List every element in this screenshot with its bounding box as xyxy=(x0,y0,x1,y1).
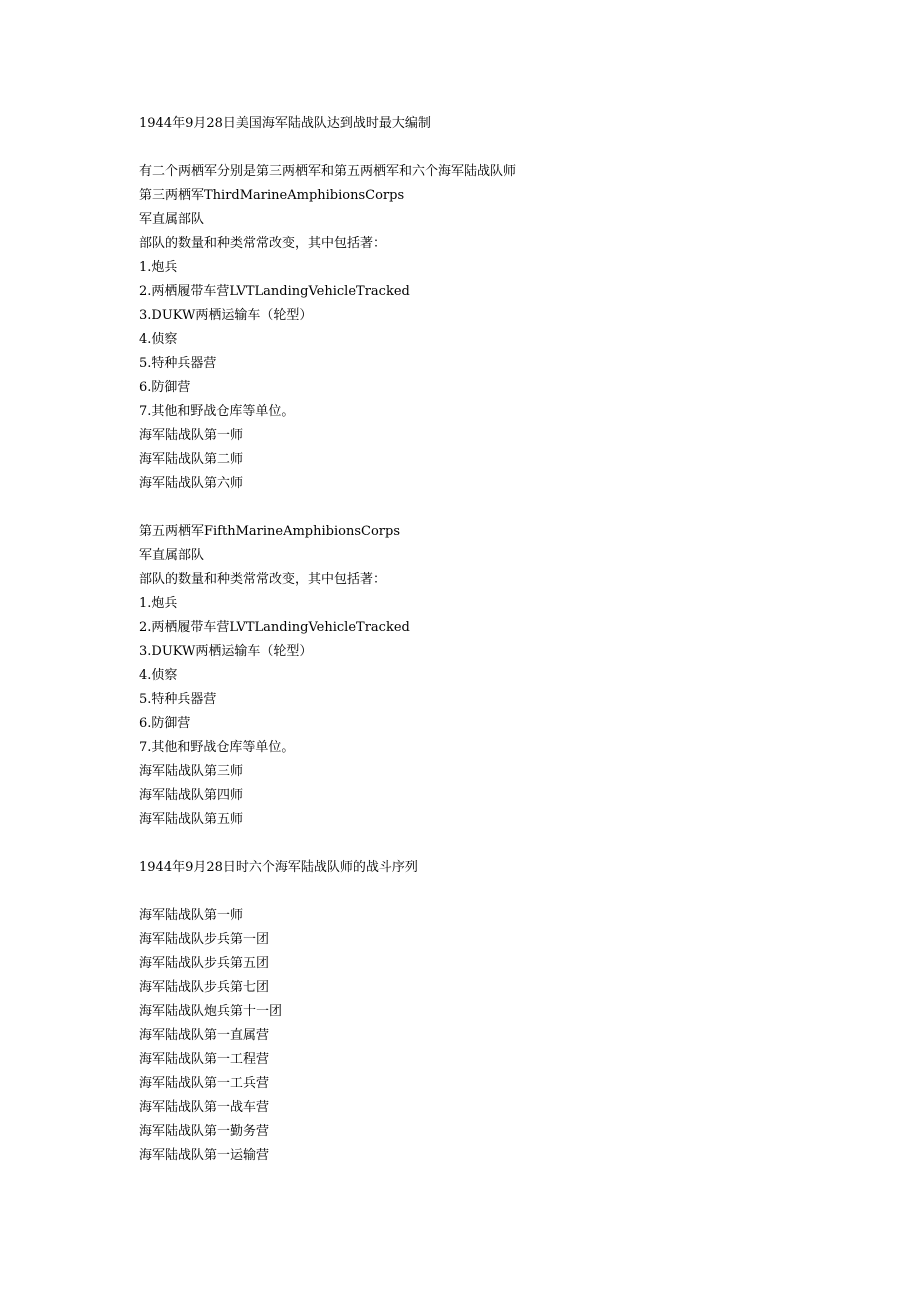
first-division-unit: 海军陆战队第一工兵营 xyxy=(139,1076,270,1091)
third-corps-line: 2.两栖履带车营LVTLandingVehicleTracked xyxy=(139,284,410,299)
first-division-unit: 海军陆战队步兵第七团 xyxy=(139,980,270,995)
third-corps-line: 5.特种兵器营 xyxy=(139,356,217,371)
third-corps-line: 部队的数量和种类常常改变，其中包括著： xyxy=(139,236,387,251)
document-heading: 1944年9月28日美国海军陆战队达到战时最大编制 xyxy=(139,116,431,131)
third-corps-line: 军直属部队 xyxy=(139,212,205,227)
fifth-corps-line: 1.炮兵 xyxy=(139,596,178,611)
third-corps-line: 4.侦察 xyxy=(139,332,178,347)
first-division-unit: 海军陆战队第一运输营 xyxy=(139,1148,270,1163)
spacer xyxy=(139,496,839,520)
first-division-unit: 海军陆战队步兵第五团 xyxy=(139,956,270,971)
fifth-corps-line: 4.侦察 xyxy=(139,668,178,683)
intro-paragraph: 有二个两栖军分别是第三两栖军和第五两栖军和六个海军陆战队师 xyxy=(139,164,517,179)
fifth-corps-line: 5.特种兵器营 xyxy=(139,692,217,707)
order-of-battle-heading: 1944年9月28日时六个海军陆战队师的战斗序列 xyxy=(139,860,418,875)
spacer xyxy=(139,832,839,856)
first-division-unit: 海军陆战队步兵第一团 xyxy=(139,932,270,947)
fifth-corps-line: 海军陆战队第三师 xyxy=(139,764,244,779)
spacer xyxy=(139,136,839,160)
document-body xyxy=(139,112,839,1168)
first-division-unit: 海军陆战队第一战车营 xyxy=(139,1100,270,1115)
third-corps-line: 海军陆战队第二师 xyxy=(139,452,244,467)
third-corps-line: 3.DUKW两栖运输车（轮型） xyxy=(139,308,313,323)
third-corps-title: 第三两栖军ThirdMarineAmphibionsCorps xyxy=(139,188,405,203)
fifth-corps-line: 6.防御营 xyxy=(139,716,191,731)
first-division-unit: 海军陆战队第一勤务营 xyxy=(139,1124,270,1139)
third-corps-line: 海军陆战队第一师 xyxy=(139,428,244,443)
spacer xyxy=(139,880,839,904)
fifth-corps-line: 海军陆战队第四师 xyxy=(139,788,244,803)
first-division-unit: 海军陆战队炮兵第十一团 xyxy=(139,1004,283,1019)
first-division-unit: 海军陆战队第一工程营 xyxy=(139,1052,270,1067)
first-division-unit: 海军陆战队第一直属营 xyxy=(139,1028,270,1043)
fifth-corps-line: 部队的数量和种类常常改变，其中包括著： xyxy=(139,572,387,587)
fifth-corps-line: 7.其他和野战仓库等单位。 xyxy=(139,740,295,755)
first-division-title: 海军陆战队第一师 xyxy=(139,908,244,923)
third-corps-line: 6.防御营 xyxy=(139,380,191,395)
third-corps-line: 7.其他和野战仓库等单位。 xyxy=(139,404,295,419)
third-corps-line: 海军陆战队第六师 xyxy=(139,476,244,491)
third-corps-line: 1.炮兵 xyxy=(139,260,178,275)
fifth-corps-title: 第五两栖军FifthMarineAmphibionsCorps xyxy=(139,524,400,539)
fifth-corps-line: 2.两栖履带车营LVTLandingVehicleTracked xyxy=(139,620,410,635)
fifth-corps-line: 军直属部队 xyxy=(139,548,205,563)
fifth-corps-line: 海军陆战队第五师 xyxy=(139,812,244,827)
fifth-corps-line: 3.DUKW两栖运输车（轮型） xyxy=(139,644,313,659)
